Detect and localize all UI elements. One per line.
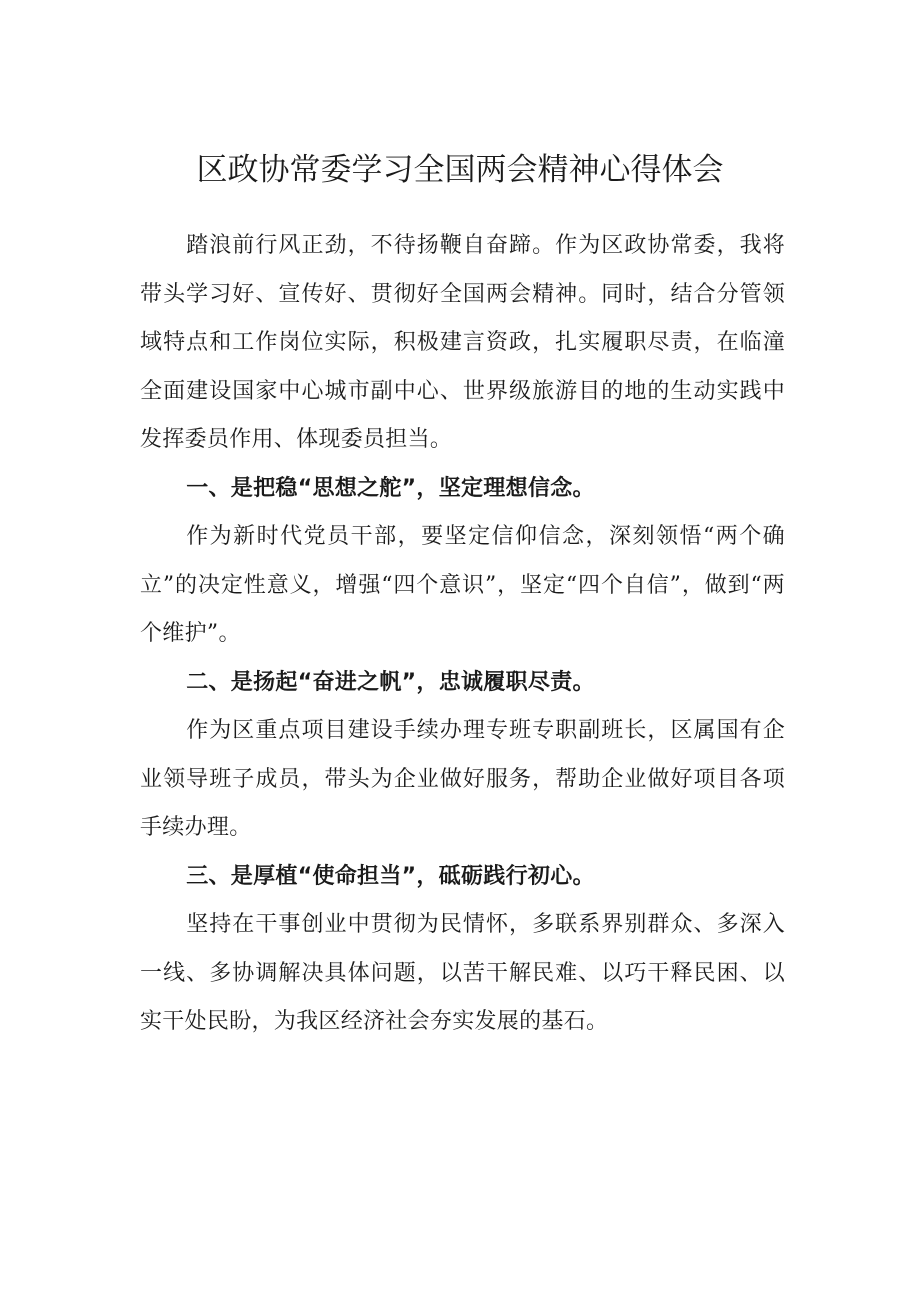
section-heading-2: 二、是扬起“奋进之帆”，忠诚履职尽责。: [186, 669, 595, 695]
section-heading-1: 一、是把稳“思想之舵”，坚定理想信念。: [186, 475, 595, 501]
document-body: [140, 222, 785, 1047]
section-paragraph-1: 作为新时代党员干部，要坚定信仰信念，深刻领悟“两个确立”的决定性意义，增强“四个意识”，坚定“四个自信”，做到“两个维护”。: [140, 524, 785, 646]
section-paragraph-2: 作为区重点项目建设手续办理专班专职副班长，区属国有企业领导班子成员，带头为企业做好服务，帮助企业做好项目各项手续办理。: [140, 718, 785, 840]
intro-paragraph: 踏浪前行风正劲，不待扬鞭自奋蹄。作为区政协常委，我将带头学习好、宣传好、贯彻好全国两会精神。同时，结合分管领域特点和工作岗位实际，积极建言资政，扎实履职尽责，在临潼全面建设国家中心城市副中心、世界级旅游目的地的生动实践中发挥委员作用、体现委员担当。: [140, 233, 785, 452]
section-paragraph-3: 坚持在干事创业中贯彻为民情怀，多联系界别群众、多深入一线、多协调解决具体问题，以苦干解民难、以巧干释民困、以实干处民盼，为我区经济社会夯实发展的基石。: [140, 912, 785, 1034]
document-title: 区政协常委学习全国两会精神心得体会: [196, 152, 724, 188]
section-heading-3: 三、是厚植“使命担当”，砥砺践行初心。: [186, 863, 595, 889]
